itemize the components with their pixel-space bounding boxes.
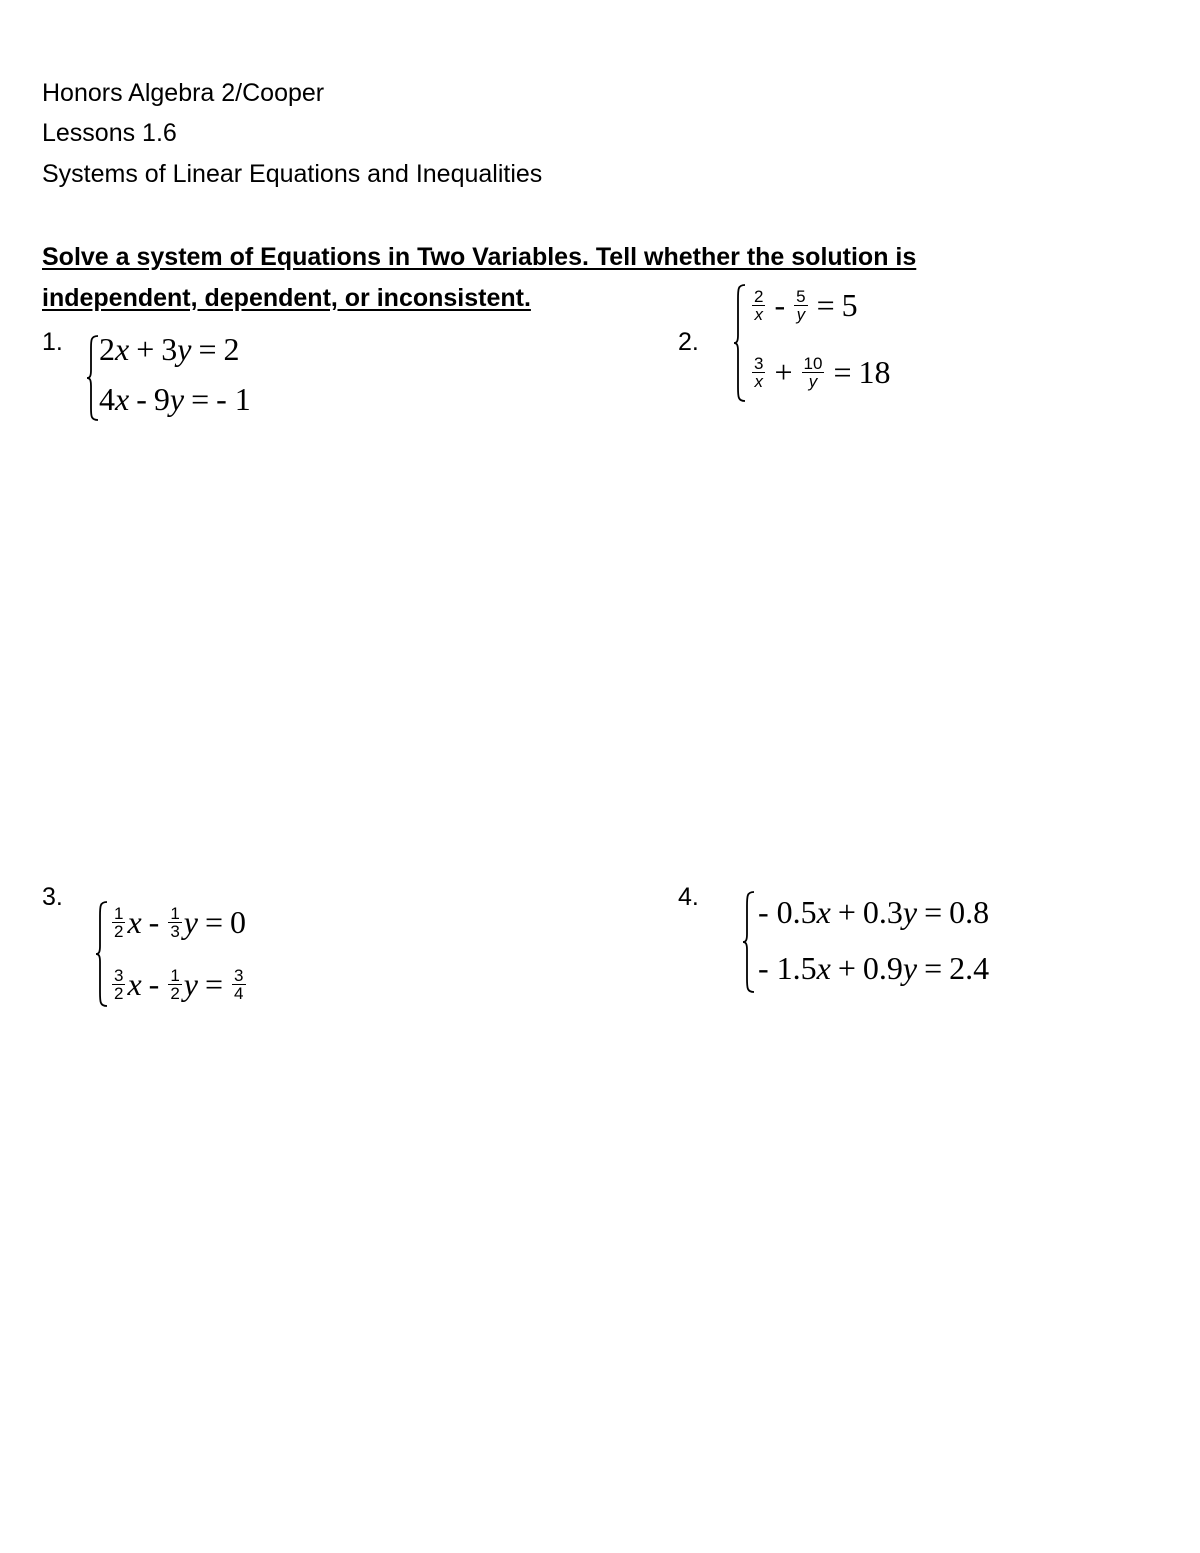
lesson-topic: Systems of Linear Equations and Inequalities bbox=[42, 160, 543, 188]
problem-1-number: 1. bbox=[42, 328, 63, 356]
problem-4-number: 4. bbox=[678, 883, 699, 911]
instructions-line-2: independent, dependent, or inconsistent. bbox=[42, 284, 531, 312]
problem-2-equation-1: $\frac{2}{x}$ - $\frac{5}{y}$ = 5 bbox=[754, 286, 858, 324]
problem-2-equation-2: $\frac{3}{x}$ + $\frac{10}{y}$ = 18 bbox=[754, 353, 891, 391]
fraction: $\frac{1}{2}$ bbox=[170, 965, 180, 1003]
problem-1-equation-1: 2 x + 3 y = 2 bbox=[99, 331, 240, 367]
course-title: Honors Algebra 2/Cooper bbox=[42, 79, 325, 107]
fraction: $\frac{1}{3}$ bbox=[170, 903, 180, 941]
fraction: $\frac{1}{2}$ bbox=[114, 903, 124, 941]
left-brace-icon bbox=[86, 334, 100, 422]
fraction: $\frac{3}{x}$ bbox=[754, 353, 764, 391]
left-brace-icon bbox=[95, 900, 109, 1008]
left-brace-icon bbox=[733, 283, 747, 403]
problem-3-equation-1: $\frac{1}{2}$ x - $\frac{1}{3}$ y = 0 bbox=[114, 903, 247, 941]
problem-2-number: 2. bbox=[678, 328, 699, 356]
fraction: $\frac{10}{y}$ bbox=[803, 353, 823, 391]
problem-4-equation-1: - 0.5 x + 0.3 y = 0.8 bbox=[758, 894, 990, 930]
fraction: $\frac{2}{x}$ bbox=[754, 286, 764, 324]
problem-3-number: 3. bbox=[42, 883, 63, 911]
problem-3-equation-2: $\frac{3}{2}$ x - $\frac{1}{2}$ y = $\frac{3}{4}$ bbox=[114, 965, 244, 1003]
problem-4-equation-2: - 1.5 x + 0.9 y = 2.4 bbox=[758, 950, 990, 986]
fraction: $\frac{5}{y}$ bbox=[796, 286, 806, 324]
fraction: $\frac{3}{2}$ bbox=[114, 965, 124, 1003]
lesson-number: Lessons 1.6 bbox=[42, 119, 177, 147]
fraction: $\frac{3}{4}$ bbox=[234, 965, 244, 1003]
left-brace-icon bbox=[742, 890, 756, 994]
instructions-line-1: Solve a system of Equations in Two Variables. Tell whether the solution is bbox=[42, 243, 917, 271]
problem-1-equation-2: 4 x - 9 y = - 1 bbox=[99, 381, 251, 417]
